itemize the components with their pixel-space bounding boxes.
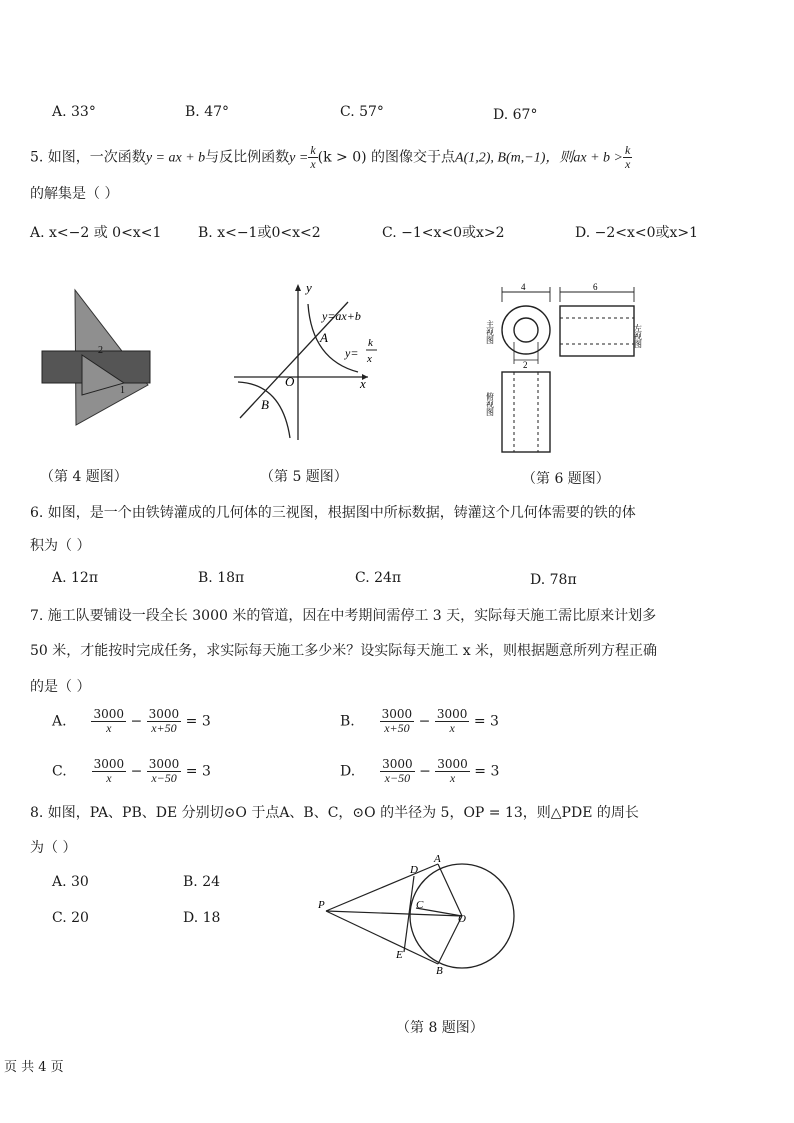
q7-c-frac2 [147,758,182,785]
minus-sign: − [130,713,143,730]
fig6-front-outer-circle [502,306,550,354]
q5-text-e: (k > 0) 的图像交于点 [317,149,456,166]
q7-a-frac2 [147,708,182,735]
q7-option-c-label: C. [52,763,67,780]
figure-8-tangent-circle [316,850,526,980]
q7-b-frac2 [435,708,470,735]
q6-stem-line1: 6. 如图，是一个由铁铸灌成的几何体的三视图，根据图中所标数据，铸灌这个几何体需要的铁的体 [30,505,636,521]
page-footer: 页 共 4 页 [4,1060,64,1075]
q7-option-d [340,758,499,785]
fig5-label-b: B [261,397,269,412]
fig5-curve-label: y= [345,346,359,360]
figure-5-function-graph [230,280,380,445]
figure-4-caption: （第 4 题图） [40,469,128,485]
q7-option-b [340,708,499,735]
q5-text-c: 与反比例函数 [205,149,290,166]
q5-option-b: B. x<−1或0<x<2 [198,225,321,241]
q7-option-c [52,758,211,785]
q7-d-frac2 [435,758,470,785]
q5-text-a: 5. 如图，一次函数 [30,149,146,166]
fig8-label-a: A [434,853,441,865]
q7-b-frac1 [380,708,415,735]
q7-a-frac1 [91,708,126,735]
q4-option-c: C. 57° [340,104,384,120]
q8-stem-line2: 为（ ） [30,840,77,856]
frac-denominator: x+50 [151,721,177,735]
frac-numerator: k [624,143,631,157]
fig5-label-x: x [360,376,366,391]
fig6-label-top: 俯视图 [486,392,495,416]
frac-denominator: x−50 [384,771,411,785]
q7-stem-line1: 7. 施工队要铺设一段全长 3000 米的管道，因在中考期间需停工 3 天，实际每天施工需比原来计划多 [30,608,657,624]
fig5-curve-k: k [368,337,373,349]
q6-option-c: C. 24π [355,570,402,586]
minus-sign: − [130,763,143,780]
fig6-label-front: 主视图 [486,320,495,344]
equals-rhs: = 3 [473,713,499,730]
q7-option-a-label: A. [52,713,67,730]
fig6-dim-4: 4 [521,282,526,292]
fig4-label-1: 1 [120,385,125,396]
q6-option-a: A. 12π [52,570,99,586]
q5-fraction-k-x [308,144,317,171]
frac-denominator: x [624,157,631,171]
figure-4-triangle-ruler [36,285,156,435]
fig6-dim-2: 2 [523,360,528,370]
fig8-tangent-pb [326,911,438,964]
q7-c-frac1 [92,758,127,785]
frac-denominator: x [106,721,112,735]
q5-option-c: C. −1<x<0或x>2 [382,225,505,241]
q7-stem-line2: 50 米，才能按时完成任务，求实际每天施工多少米？设实际每天施工 x 米，则根据题意所列方程正确 [30,643,658,659]
fig8-label-b: B [436,965,443,977]
fig5-label-o: O [285,374,295,389]
frac-denominator: x [106,771,112,785]
fig5-y-arrow [295,284,301,291]
q4-option-b: B. 47° [185,104,230,120]
figure-5-caption: （第 5 题图） [260,469,348,485]
fig6-dim-6: 6 [593,282,598,292]
q8-stem-line1: 8. 如图，PA、PB、DE 分别切⊙O 于点A、B、C，⊙O 的半径为 5，OP = 13，则△PDE 的周长 [30,805,639,821]
figure-8-caption: （第 8 题图） [396,1020,484,1036]
q5-option-d: D. −2<x<0或x>1 [575,225,699,241]
fig5-line-label: y=ax+b [322,309,361,323]
q5-y-eq: y = [289,150,309,166]
fig4-label-2: 2 [98,345,103,356]
frac-numerator: 3000 [93,707,125,721]
q7-option-d-label: D. [340,763,356,780]
fig8-label-e: E [396,949,403,961]
frac-numerator: 3000 [437,757,468,771]
fig5-label-a: A [320,330,328,345]
fig6-side-view [560,306,634,356]
frac-denominator: x+50 [384,721,410,735]
q5-points: A(1,2), B(m,−1)，则 [455,150,574,166]
q6-stem-line2: 积为（ ） [30,538,91,554]
q8-option-b: B. 24 [183,874,221,890]
q7-option-b-label: B. [340,713,355,730]
fig8-segment-po [326,911,462,916]
q4-option-a: A. 33° [52,104,96,120]
frac-numerator: 3000 [148,757,180,771]
minus-sign: − [419,763,431,780]
q4-option-d: D. 67° [493,107,538,123]
fig8-label-c: C [416,899,424,911]
frac-denominator: x [449,771,456,785]
fig6-front-inner-circle [514,318,538,342]
equals-rhs: = 3 [185,763,211,780]
fig8-radius-oa [438,864,462,916]
frac-numerator: 3000 [381,707,413,721]
q8-option-d: D. 18 [183,910,221,926]
figure-6-three-views [486,280,646,460]
q5-stem-line1 [30,144,632,171]
frac-denominator: x [310,157,316,171]
frac-numerator: 3000 [382,757,413,771]
q5-stem-line2: 的解集是（ ） [30,186,119,202]
frac-numerator: 3000 [148,707,180,721]
frac-denominator: x−50 [151,771,177,785]
q7-d-frac1 [380,758,415,785]
q7-stem-line3: 的是（ ） [30,679,91,695]
fig8-label-o: O [458,913,466,925]
q5-inequality: ax + b > [573,150,623,166]
q6-option-b: B. 18π [198,570,245,586]
fig6-top-view [502,372,550,452]
fig5-label-y: y [306,280,312,295]
minus-sign: − [418,713,431,730]
equals-rhs: = 3 [185,713,211,730]
q5-fraction-k-x-2 [623,144,632,171]
fig8-label-p: P [318,899,325,911]
q8-option-c: C. 20 [52,910,89,926]
frac-numerator: 3000 [93,757,125,771]
equals-rhs: = 3 [474,763,500,780]
q6-option-d: D. 78π [530,572,577,588]
q8-option-a: A. 30 [52,874,89,890]
figure-6-caption: （第 6 题图） [522,471,610,487]
fig8-label-d: D [410,864,418,876]
q7-option-a [52,708,211,735]
frac-numerator: 3000 [436,707,468,721]
fig5-curve-x: x [367,353,372,365]
q5-linear-fn: y = ax + b [145,150,206,166]
frac-denominator: x [449,721,455,735]
frac-numerator: k [310,143,316,157]
q5-option-a: A. x<−2 或 0<x<1 [30,225,162,241]
fig6-label-side: 左视图 [633,324,643,348]
